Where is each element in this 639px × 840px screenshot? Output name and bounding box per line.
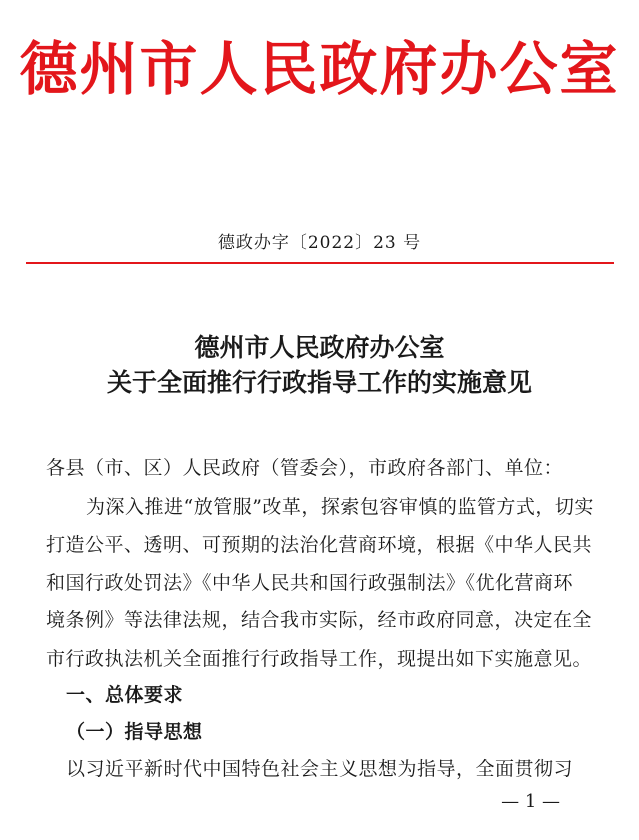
document-number: 德政办字〔2022〕23 号 <box>217 233 422 253</box>
paragraph-line: 为深入推进“放管服”改革，探索包容审慎的监管方式，切实 <box>86 496 594 518</box>
paragraph-line: 市行政执法机关全面推行行政指导工作，现提出如下实施意见。 <box>46 648 593 670</box>
document-title-line-1: 德州市人民政府办公室 <box>194 333 445 362</box>
subsection-heading: （一）指导思想 <box>66 721 203 743</box>
paragraph-line: 打造公平、透明、可预期的法治化营商环境，根据《中华人民共 <box>46 534 593 556</box>
issuing-organization-title: 德州市人民政府办公室 <box>19 35 620 103</box>
paragraph-line: 境条例》等法律法规，结合我市实际，经市政府同意，决定在全 <box>46 609 593 631</box>
paragraph-line: 和国行政处罚法》《中华人民共和国行政强制法》《优化营商环 <box>46 572 574 594</box>
red-separator-line <box>26 262 614 264</box>
document-title-line-2: 关于全面推行行政指导工作的实施意见 <box>106 368 532 397</box>
salutation: 各县（市、区）人民政府（管委会），市政府各部门、单位： <box>46 457 564 479</box>
page-number: — 1 — <box>501 791 560 812</box>
paragraph-line: 以习近平新时代中国特色社会主义思想为指导，全面贯彻习 <box>66 758 574 780</box>
section-heading: 一、总体要求 <box>66 684 184 706</box>
